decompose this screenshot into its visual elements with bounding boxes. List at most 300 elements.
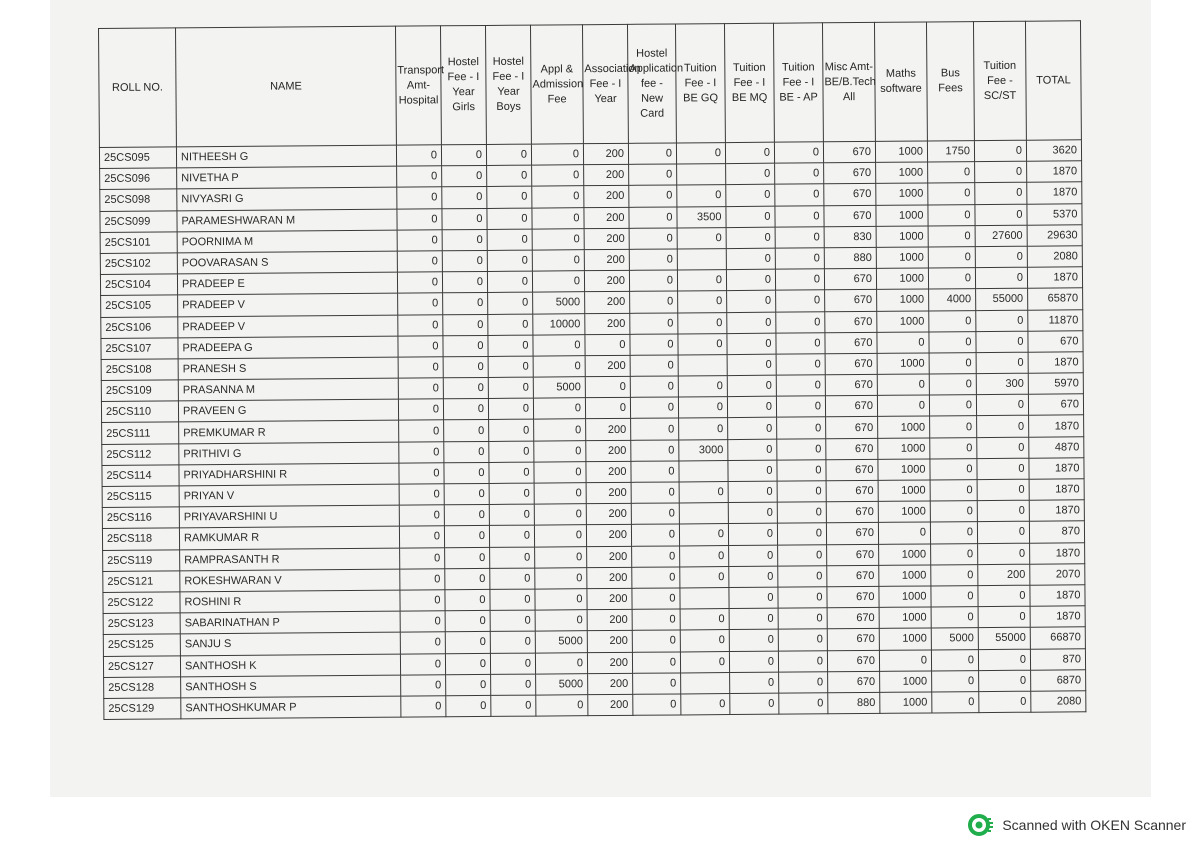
amount-cell: 0 — [490, 547, 535, 569]
amount-cell: 0 — [487, 250, 532, 272]
amount-cell: 0 — [676, 143, 725, 165]
amount-cell: 0 — [775, 205, 824, 227]
amount-cell: 0 — [976, 310, 1028, 332]
amount-cell: 0 — [445, 547, 490, 569]
amount-cell: 0 — [490, 568, 535, 590]
amount-cell: 0 — [489, 504, 534, 526]
student-name-cell: PRIYADHARSHINI R — [179, 463, 399, 486]
amount-cell: 0 — [930, 458, 977, 480]
amount-cell: 0 — [775, 269, 824, 291]
amount-cell: 0 — [726, 206, 775, 228]
amount-cell: 0 — [930, 480, 977, 502]
amount-cell: 0 — [928, 268, 975, 290]
amount-cell: 1000 — [876, 183, 928, 205]
student-name-cell: PARAMESHWARAN M — [177, 209, 397, 232]
amount-cell: 0 — [777, 438, 826, 460]
amount-cell: 0 — [777, 523, 826, 545]
amount-cell: 0 — [977, 416, 1029, 438]
amount-cell: 0 — [931, 543, 978, 565]
amount-cell: 200 — [587, 588, 632, 610]
amount-cell: 670 — [825, 290, 877, 312]
roll-number-cell: 25CS095 — [99, 147, 176, 169]
student-name-cell: RAMPRASANTH R — [180, 548, 400, 571]
amount-cell: 1870 — [1029, 458, 1084, 480]
amount-cell: 0 — [727, 333, 776, 355]
amount-cell: 0 — [679, 418, 728, 440]
student-name-cell: PRAVEEN G — [178, 399, 398, 422]
amount-cell: 1000 — [877, 310, 929, 332]
amount-cell: 0 — [445, 589, 490, 611]
amount-cell: 300 — [976, 373, 1028, 395]
amount-cell: 0 — [444, 505, 489, 527]
amount-cell: 0 — [399, 420, 444, 442]
amount-cell: 0 — [929, 352, 976, 374]
amount-cell: 0 — [396, 145, 441, 167]
amount-cell: 0 — [490, 589, 535, 611]
amount-cell: 0 — [443, 378, 488, 400]
amount-cell: 0 — [533, 334, 585, 356]
amount-cell: 1870 — [1029, 500, 1084, 522]
roll-number-cell: 25CS111 — [102, 422, 179, 444]
amount-cell: 0 — [443, 293, 488, 315]
amount-cell: 0 — [488, 292, 533, 314]
roll-number-cell: 25CS116 — [102, 507, 179, 529]
amount-cell: 670 — [828, 671, 880, 693]
amount-cell: 0 — [444, 462, 489, 484]
amount-cell: 0 — [677, 185, 726, 207]
amount-cell: 670 — [826, 523, 878, 545]
amount-cell: 670 — [827, 650, 879, 672]
amount-cell: 0 — [631, 461, 679, 483]
amount-cell: 0 — [631, 524, 679, 546]
amount-cell: 670 — [824, 205, 876, 227]
roll-number-cell: 25CS099 — [100, 210, 177, 232]
amount-cell: 0 — [631, 482, 679, 504]
amount-cell: 0 — [399, 505, 444, 527]
amount-cell: 0 — [778, 566, 827, 588]
amount-cell: 1000 — [878, 416, 930, 438]
amount-cell: 0 — [929, 331, 976, 353]
amount-cell: 0 — [397, 187, 442, 209]
amount-cell: 0 — [442, 208, 487, 230]
amount-cell: 0 — [729, 629, 778, 651]
amount-cell: 0 — [729, 545, 778, 567]
amount-cell: 0 — [585, 376, 630, 398]
roll-number-cell: 25CS121 — [103, 571, 180, 593]
amount-cell: 0 — [728, 460, 777, 482]
amount-cell: 0 — [399, 526, 444, 548]
amount-cell — [677, 249, 726, 271]
amount-cell: 870 — [1030, 648, 1085, 670]
amount-cell: 0 — [489, 462, 534, 484]
amount-cell: 0 — [726, 185, 775, 207]
amount-cell: 670 — [825, 332, 877, 354]
amount-cell: 1000 — [876, 162, 928, 184]
amount-cell: 0 — [678, 312, 727, 334]
amount-cell — [680, 587, 729, 609]
amount-cell: 0 — [400, 590, 445, 612]
amount-cell: 670 — [825, 396, 877, 418]
amount-cell: 200 — [586, 461, 631, 483]
amount-cell: 200 — [587, 631, 632, 653]
amount-cell: 0 — [536, 695, 588, 717]
roll-number-cell: 25CS104 — [100, 274, 177, 296]
amount-cell: 0 — [778, 544, 827, 566]
amount-cell: 1000 — [875, 141, 927, 163]
amount-cell: 200 — [978, 564, 1030, 586]
amount-cell: 0 — [930, 522, 977, 544]
amount-cell: 0 — [399, 484, 444, 506]
amount-cell: 1000 — [878, 480, 930, 502]
oken-scanner-logo-icon — [968, 812, 994, 838]
amount-cell: 1000 — [876, 226, 928, 248]
amount-cell: 200 — [587, 546, 632, 568]
roll-number-cell: 25CS129 — [104, 698, 181, 720]
column-header: NAME — [176, 26, 397, 147]
student-name-cell: PRADEEP V — [178, 315, 398, 338]
amount-cell: 1870 — [1029, 479, 1084, 501]
student-name-cell: PREMKUMAR R — [179, 421, 399, 444]
amount-cell: 0 — [726, 248, 775, 270]
amount-cell: 0 — [488, 335, 533, 357]
student-name-cell: SABARINATHAN P — [180, 611, 400, 634]
amount-cell: 1870 — [1028, 352, 1083, 374]
student-name-cell: PRADEEP V — [178, 293, 398, 316]
amount-cell: 0 — [632, 567, 680, 589]
roll-number-cell: 25CS107 — [101, 338, 178, 360]
amount-cell: 670 — [826, 502, 878, 524]
amount-cell: 0 — [442, 250, 487, 272]
amount-cell: 55000 — [978, 628, 1030, 650]
amount-cell: 0 — [490, 610, 535, 632]
amount-cell: 3000 — [679, 439, 728, 461]
amount-cell: 0 — [679, 482, 728, 504]
amount-cell: 200 — [587, 652, 632, 674]
amount-cell: 0 — [975, 161, 1027, 183]
amount-cell: 0 — [777, 502, 826, 524]
amount-cell: 670 — [825, 311, 877, 333]
amount-cell: 0 — [532, 207, 584, 229]
amount-cell: 6870 — [1031, 669, 1086, 691]
amount-cell: 0 — [398, 314, 443, 336]
amount-cell: 0 — [879, 649, 931, 671]
amount-cell: 0 — [728, 481, 777, 503]
amount-cell: 870 — [1029, 521, 1084, 543]
roll-number-cell: 25CS098 — [100, 189, 177, 211]
amount-cell: 200 — [584, 207, 629, 229]
amount-cell: 670 — [824, 269, 876, 291]
amount-cell: 0 — [928, 247, 975, 269]
roll-number-cell: 25CS127 — [103, 655, 180, 677]
student-name-cell: NIVETHA P — [177, 166, 397, 189]
amount-cell: 0 — [931, 607, 978, 629]
amount-cell: 0 — [726, 227, 775, 249]
amount-cell: 0 — [629, 249, 677, 271]
amount-cell: 0 — [445, 611, 490, 633]
amount-cell: 0 — [730, 672, 779, 694]
amount-cell: 0 — [400, 653, 445, 675]
student-name-cell: ROKESHWARAN V — [180, 569, 400, 592]
amount-cell: 0 — [728, 439, 777, 461]
amount-cell: 670 — [1028, 330, 1083, 352]
amount-cell: 0 — [487, 229, 532, 251]
amount-cell: 830 — [824, 226, 876, 248]
column-header: Maths software — [874, 22, 927, 141]
amount-cell: 0 — [443, 314, 488, 336]
amount-cell: 0 — [535, 589, 587, 611]
amount-cell: 0 — [534, 525, 586, 547]
amount-cell: 200 — [586, 525, 631, 547]
amount-cell: 0 — [679, 524, 728, 546]
amount-cell: 0 — [729, 566, 778, 588]
student-name-cell: ROSHINI R — [180, 590, 400, 613]
student-name-cell: SANTHOSHKUMAR P — [181, 696, 401, 719]
amount-cell: 0 — [932, 691, 979, 713]
amount-cell: 0 — [680, 630, 729, 652]
column-header: Tuition Fee - I BE MQ — [724, 23, 774, 142]
amount-cell: 0 — [978, 585, 1030, 607]
amount-cell: 200 — [583, 143, 628, 165]
amount-cell: 670 — [826, 459, 878, 481]
amount-cell: 0 — [726, 269, 775, 291]
amount-cell: 0 — [442, 229, 487, 251]
amount-cell: 0 — [726, 163, 775, 185]
amount-cell: 5000 — [536, 673, 588, 695]
amount-cell: 0 — [532, 271, 584, 293]
student-name-cell: NITHEESH G — [176, 145, 396, 168]
amount-cell: 0 — [401, 674, 446, 696]
amount-cell: 1000 — [879, 607, 931, 629]
roll-number-cell: 25CS109 — [101, 380, 178, 402]
amount-cell: 1870 — [1029, 415, 1084, 437]
student-name-cell: PRASANNA M — [178, 378, 398, 401]
amount-cell: 0 — [776, 375, 825, 397]
amount-cell: 0 — [976, 352, 1028, 374]
amount-cell: 0 — [444, 420, 489, 442]
amount-cell: 0 — [632, 609, 680, 631]
amount-cell: 200 — [584, 270, 629, 292]
roll-number-cell: 25CS112 — [102, 444, 179, 466]
column-header: Tuition Fee - I BE GQ — [675, 24, 725, 143]
amount-cell: 0 — [727, 396, 776, 418]
amount-cell: 670 — [825, 374, 877, 396]
amount-cell: 0 — [489, 483, 534, 505]
amount-cell: 1000 — [877, 289, 929, 311]
amount-cell: 0 — [975, 183, 1027, 205]
amount-cell: 0 — [977, 458, 1029, 480]
student-name-cell: PRANESH S — [178, 357, 398, 380]
amount-cell: 0 — [585, 398, 630, 420]
amount-cell: 200 — [586, 482, 631, 504]
amount-cell: 1000 — [879, 565, 931, 587]
amount-cell: 2080 — [1031, 691, 1086, 713]
amount-cell: 0 — [931, 649, 978, 671]
amount-cell: 670 — [826, 438, 878, 460]
amount-cell: 0 — [398, 378, 443, 400]
amount-cell: 0 — [632, 630, 680, 652]
amount-cell: 0 — [488, 398, 533, 420]
amount-cell: 200 — [588, 673, 633, 695]
amount-cell: 0 — [929, 310, 976, 332]
amount-cell: 2080 — [1027, 246, 1082, 268]
amount-cell: 0 — [629, 207, 677, 229]
column-header: Hostel Application fee - New Card — [627, 24, 676, 143]
amount-cell: 3620 — [1026, 140, 1081, 162]
amount-cell: 0 — [978, 649, 1030, 671]
amount-cell: 0 — [400, 611, 445, 633]
student-name-cell: PRIYAVARSHINI U — [179, 505, 399, 528]
amount-cell: 0 — [445, 568, 490, 590]
amount-cell: 670 — [824, 163, 876, 185]
amount-cell: 55000 — [976, 289, 1028, 311]
amount-cell: 0 — [629, 164, 677, 186]
amount-cell: 0 — [775, 184, 824, 206]
amount-cell: 0 — [446, 674, 491, 696]
amount-cell: 0 — [397, 166, 442, 188]
amount-cell: 0 — [928, 162, 975, 184]
amount-cell: 0 — [975, 246, 1027, 268]
amount-cell: 0 — [632, 588, 680, 610]
amount-cell: 200 — [584, 249, 629, 271]
student-name-cell: PRADEEP E — [177, 272, 397, 295]
amount-cell: 670 — [826, 417, 878, 439]
column-header: Association Fee - I Year — [582, 24, 628, 143]
amount-cell: 1000 — [878, 459, 930, 481]
amount-cell: 29630 — [1027, 225, 1082, 247]
column-header: Transport Amt- Hospital — [395, 26, 441, 145]
amount-cell: 200 — [587, 567, 632, 589]
amount-cell: 0 — [444, 441, 489, 463]
amount-cell: 0 — [677, 227, 726, 249]
amount-cell: 200 — [584, 186, 629, 208]
amount-cell: 0 — [680, 566, 729, 588]
amount-cell: 0 — [930, 437, 977, 459]
amount-cell: 0 — [445, 653, 490, 675]
amount-cell: 5000 — [533, 292, 585, 314]
amount-cell: 0 — [487, 186, 532, 208]
amount-cell: 200 — [585, 313, 630, 335]
amount-cell: 0 — [725, 142, 774, 164]
roll-number-cell: 25CS118 — [102, 528, 179, 550]
amount-cell: 0 — [974, 140, 1026, 162]
amount-cell: 0 — [535, 567, 587, 589]
amount-cell: 0 — [630, 355, 678, 377]
amount-cell: 0 — [533, 356, 585, 378]
amount-cell: 0 — [677, 270, 726, 292]
student-name-cell: POOVARASAN S — [177, 251, 397, 274]
table-body — [99, 140, 1085, 720]
amount-cell: 2070 — [1030, 564, 1085, 586]
amount-cell: 1870 — [1030, 585, 1085, 607]
amount-cell: 0 — [976, 394, 1028, 416]
amount-cell: 0 — [398, 399, 443, 421]
amount-cell — [677, 164, 726, 186]
amount-cell: 0 — [777, 460, 826, 482]
amount-cell: 0 — [398, 335, 443, 357]
amount-cell: 0 — [400, 547, 445, 569]
amount-cell: 0 — [678, 376, 727, 398]
amount-cell: 0 — [681, 693, 730, 715]
amount-cell: 1000 — [876, 247, 928, 269]
amount-cell: 66870 — [1030, 627, 1085, 649]
scanner-watermark — [968, 812, 1186, 838]
amount-cell: 0 — [680, 651, 729, 673]
amount-cell: 0 — [442, 166, 487, 188]
amount-cell: 0 — [398, 357, 443, 379]
amount-cell: 0 — [400, 569, 445, 591]
amount-cell: 1000 — [879, 544, 931, 566]
amount-cell: 0 — [631, 418, 679, 440]
amount-cell: 0 — [776, 311, 825, 333]
header-row — [99, 21, 1082, 148]
student-name-cell: PRADEEPA G — [178, 336, 398, 359]
column-header: Appl & Admission Fee — [530, 25, 583, 144]
amount-cell: 0 — [632, 546, 680, 568]
amount-cell: 0 — [443, 335, 488, 357]
student-name-cell: SANTHOSH K — [180, 654, 400, 677]
amount-cell: 0 — [441, 144, 486, 166]
amount-cell: 0 — [979, 691, 1031, 713]
amount-cell: 0 — [533, 398, 585, 420]
roll-number-cell: 25CS114 — [102, 465, 179, 487]
amount-cell: 0 — [930, 416, 977, 438]
amount-cell: 0 — [445, 632, 490, 654]
amount-cell: 0 — [930, 501, 977, 523]
amount-cell: 880 — [824, 247, 876, 269]
amount-cell: 0 — [487, 208, 532, 230]
amount-cell: 10000 — [533, 313, 585, 335]
amount-cell: 0 — [443, 399, 488, 421]
amount-cell: 5000 — [533, 377, 585, 399]
column-header: Bus Fees — [926, 22, 974, 141]
amount-cell: 200 — [587, 609, 632, 631]
amount-cell: 0 — [728, 418, 777, 440]
amount-cell: 0 — [397, 230, 442, 252]
amount-cell: 0 — [444, 483, 489, 505]
amount-cell: 670 — [825, 353, 877, 375]
amount-cell: 0 — [977, 437, 1029, 459]
student-name-cell: SANJU S — [180, 632, 400, 655]
amount-cell: 200 — [586, 419, 631, 441]
amount-cell: 0 — [776, 290, 825, 312]
column-header: Tuition Fee - I BE - AP — [773, 23, 823, 142]
amount-cell: 200 — [584, 228, 629, 250]
amount-cell: 0 — [878, 522, 930, 544]
amount-cell: 1000 — [878, 501, 930, 523]
fee-table — [98, 20, 1086, 720]
amount-cell: 0 — [727, 354, 776, 376]
amount-cell: 670 — [827, 544, 879, 566]
amount-cell: 0 — [877, 374, 929, 396]
amount-cell: 1870 — [1027, 267, 1082, 289]
amount-cell: 0 — [630, 291, 678, 313]
amount-cell: 0 — [534, 504, 586, 526]
amount-cell: 0 — [778, 629, 827, 651]
amount-cell: 0 — [486, 144, 531, 166]
amount-cell: 0 — [728, 524, 777, 546]
amount-cell: 0 — [630, 376, 678, 398]
amount-cell: 0 — [678, 291, 727, 313]
roll-number-cell: 25CS106 — [101, 316, 178, 338]
amount-cell: 11870 — [1028, 309, 1083, 331]
column-header: Hostel Fee - I Year Girls — [440, 25, 486, 144]
student-name-cell: SANTHOSH S — [181, 675, 401, 698]
amount-cell: 0 — [976, 331, 1028, 353]
amount-cell: 0 — [633, 673, 681, 695]
amount-cell: 0 — [777, 481, 826, 503]
roll-number-cell: 25CS128 — [104, 677, 181, 699]
amount-cell: 0 — [680, 545, 729, 567]
